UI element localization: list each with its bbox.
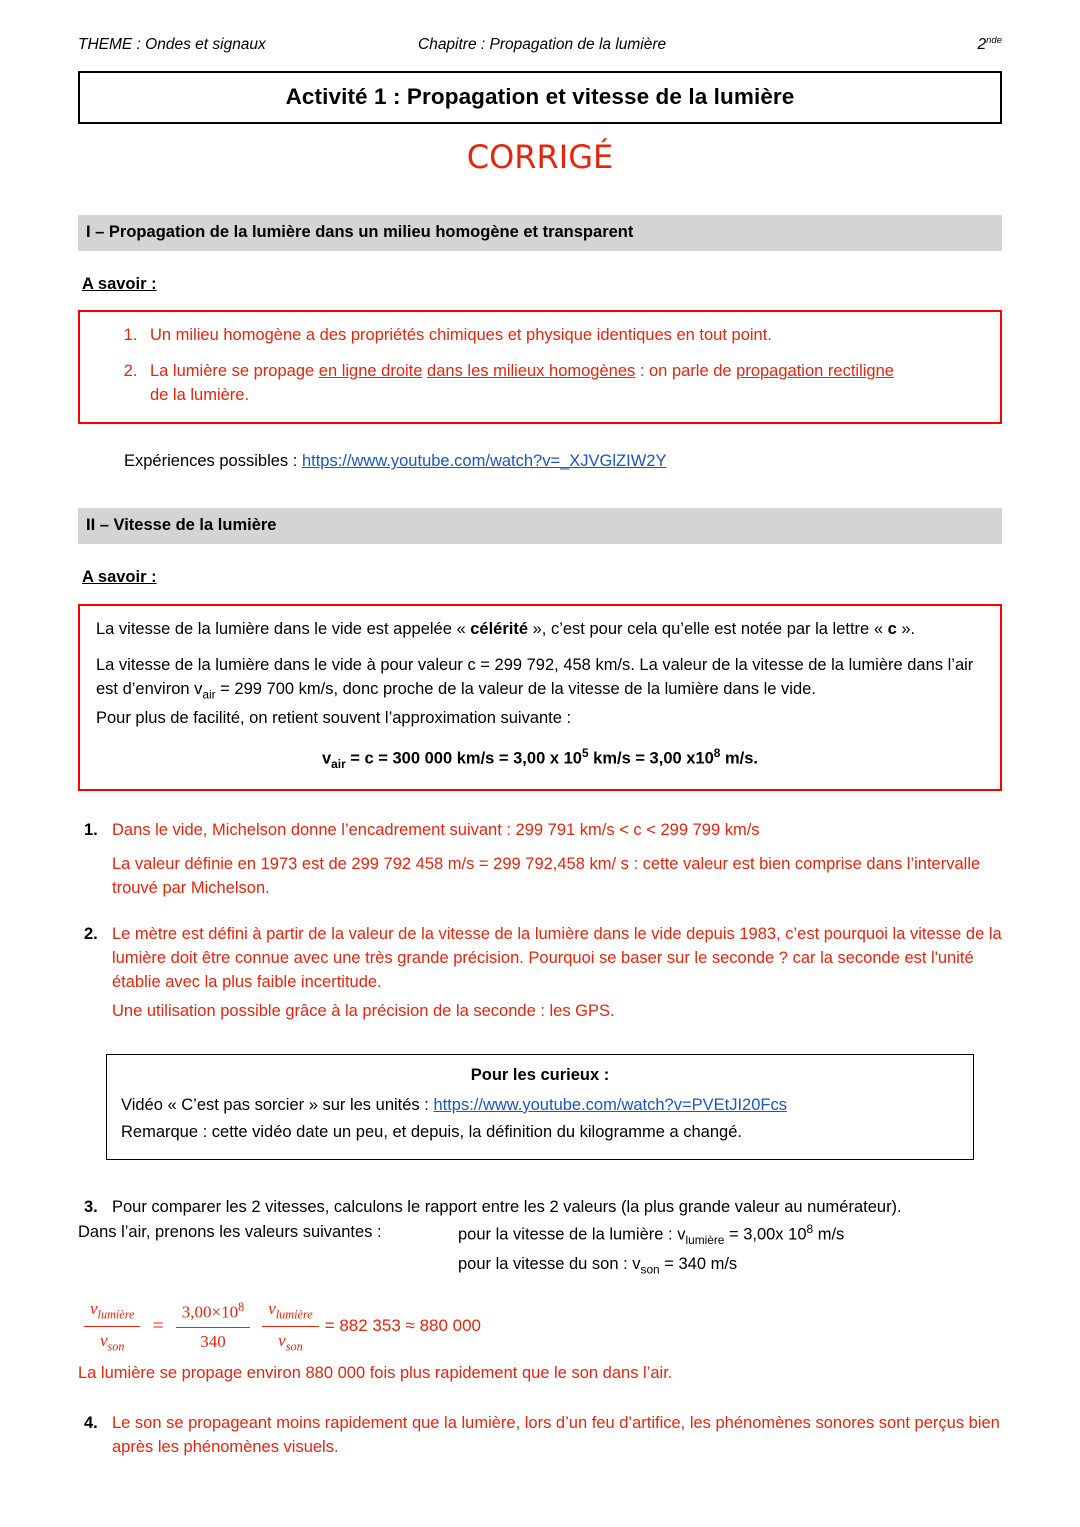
celerite-part-e: ».	[896, 620, 916, 639]
curieux-video-label: Vidéo « C’est pas sorcier » sur les unités :	[121, 1095, 434, 1114]
question-3-intro: Pour comparer les 2 vitesses, calculons le rapport entre les 2 valeurs (la plus grande valeur au numérateur).	[112, 1197, 902, 1216]
calculation-result: = 882 353 ≈ 880 000	[324, 1316, 482, 1336]
value-son-sub: son	[640, 1262, 660, 1277]
knowledge-item-2-part-a: La lumière se propage	[150, 362, 319, 381]
knowledge-item-2-underline-3: propagation rectiligne	[736, 362, 894, 381]
formula-part-d: m/s.	[720, 749, 759, 768]
document-header	[78, 34, 1002, 57]
header-level-number: 2	[977, 36, 987, 54]
corrige-label: CORRIGÉ	[466, 138, 614, 177]
formula-sub-air: air	[331, 757, 346, 772]
answer-line: Dans le vide, Michelson donne l’encadrement suivant : 299 791 km/s < c < 299 799 km/s	[112, 821, 760, 840]
frac1-bot-v: v	[99, 1331, 108, 1351]
equals-sign-1: =	[152, 1315, 164, 1338]
value-lumiere-a: pour la vitesse de la lumière : v	[458, 1225, 686, 1244]
experiences-line	[124, 450, 1002, 474]
formula-vair	[96, 745, 984, 773]
knowledge-item-2-part-c: : on parle de	[635, 362, 737, 381]
fraction-numerator	[262, 1297, 318, 1327]
approximation-paragraph: Pour plus de facilité, on retient souvent l’approximation suivante :	[96, 709, 572, 728]
fraction-denominator	[94, 1327, 131, 1356]
answer-number: 1.	[84, 821, 98, 840]
answer-item-1	[78, 819, 1002, 901]
knowledge-box-2	[78, 604, 1002, 791]
section-heading-1: I – Propagation de la lumière dans un milieu homogène et transparent	[78, 215, 1002, 251]
celerite-paragraph	[96, 618, 984, 642]
value-son-a: pour la vitesse du son : v	[458, 1255, 641, 1274]
question-3-intro-row	[78, 1196, 1002, 1220]
valeur-part-a: La vitesse de la lumière dans le vide à pour valeur c = 299 792, 458 km/s. La valeur de la vitesse de la lumière dans l’air est d’environ v	[96, 655, 974, 698]
fraction-numeric	[176, 1299, 250, 1355]
frac3-top-v: v	[268, 1298, 276, 1318]
answers-list	[78, 819, 1002, 1023]
celerite-bold-c: c	[887, 620, 897, 639]
youtube-link-1[interactable]: https://www.youtube.com/watch?v=_XJVGlZIW2Y	[301, 452, 667, 471]
knowledge-item-1-text: Un milieu homogène a des propriétés chimiques et physique identiques en tout point.	[150, 326, 772, 345]
answer-line: Une utilisation possible grâce à la précision de la seconde : les GPS.	[112, 1001, 615, 1020]
header-level-suffix: nde	[986, 35, 1002, 46]
celerite-part-a: La vitesse de la lumière dans le vide est appelée «	[96, 620, 471, 639]
fraction-denominator	[272, 1327, 309, 1356]
header-theme: THEME : Ondes et signaux	[78, 36, 266, 54]
valeur-sub-air: air	[202, 687, 216, 702]
curieux-video-line	[121, 1094, 959, 1118]
celerite-bold-term: célérité	[470, 620, 529, 639]
page-title: Activité 1 : Propagation et vitesse de la lumière	[78, 71, 1002, 125]
frac1-top-sub: lumière	[97, 1307, 135, 1322]
celerite-part-c: », c’est pour cela qu’elle est notée par la lettre «	[528, 620, 888, 639]
frac1-bot-sub: son	[107, 1339, 125, 1354]
knowledge-item-2-part-d: de la lumière.	[150, 386, 250, 405]
formula-part-a: v	[321, 749, 332, 768]
section-heading-2: II – Vitesse de la lumière	[78, 508, 1002, 544]
curieux-title: Pour les curieux :	[470, 1065, 610, 1084]
frac1-top-v: v	[90, 1298, 98, 1318]
value-lumiere-c: m/s	[813, 1225, 845, 1244]
frac2-top: 3,00×10	[181, 1302, 239, 1322]
question-3-left: Dans l’air, prenons les valeurs suivantes :	[78, 1223, 382, 1242]
curieux-box	[106, 1054, 974, 1160]
frac3-bot-sub: son	[285, 1339, 303, 1354]
fraction-ratio-2	[262, 1297, 318, 1356]
answer-line: Le son se propageant moins rapidement que la lumière, lors d’un feu d’artifice, les phénomènes sonores sont perçus bien après les phénomènes visuels.	[112, 1414, 1000, 1457]
frac3-top-sub: lumière	[275, 1307, 313, 1322]
answer-line: Le mètre est défini à partir de la valeur de la vitesse de la lumière dans le vide depuis 1983, c’est pourquoi la vitesse de la lumière doit être connue avec une très grande précision. Pourquoi se baser sur le seconde ? car la seconde est l'unité établie avec la plus faible incertitude.	[112, 925, 1002, 991]
experiences-label: Expériences possibles :	[124, 452, 302, 471]
frac2-top-sup: 8	[238, 1299, 245, 1314]
question-3-values-row	[78, 1221, 1002, 1283]
answer-body	[112, 1412, 1002, 1460]
answer-line: La valeur définie en 1973 est de 299 792 458 m/s = 299 792,458 km/ s : cette valeur est bien comprise dans l’intervalle trouvé par Michelson.	[112, 855, 981, 898]
valeur-paragraph	[96, 654, 984, 703]
knowledge-item-2-underline-2: dans les milieux homogènes	[427, 362, 636, 381]
answer-body	[112, 819, 1002, 901]
question-3-number: 3.	[84, 1197, 98, 1216]
curieux-remark: Remarque : cette vidéo date un peu, et depuis, la définition du kilogramme a changé.	[121, 1122, 742, 1141]
value-son	[458, 1253, 1002, 1279]
value-lumiere-sup: 8	[806, 1222, 814, 1237]
fraction-ratio-1	[84, 1297, 140, 1356]
a-savoir-label-2: A savoir :	[82, 568, 157, 587]
frac3-bot-v: v	[278, 1331, 286, 1351]
fraction-denominator: 340	[200, 1331, 226, 1351]
fraction-numerator	[84, 1297, 140, 1327]
formula-part-c: km/s = 3,00 x10	[588, 749, 714, 768]
a-savoir-label-1: A savoir :	[82, 274, 157, 293]
knowledge-item-2-underline-1: en ligne droite	[318, 362, 423, 381]
value-lumiere-sub: lumière	[685, 1233, 725, 1248]
list-item	[142, 324, 984, 348]
formula-sup-8: 8	[713, 746, 721, 761]
question-3	[78, 1196, 1002, 1387]
answer-number: 4.	[84, 1414, 98, 1433]
value-lumiere-b: = 3,00x 10	[724, 1225, 807, 1244]
question-3-note: La lumière se propage environ 880 000 fois plus rapidement que le son dans l’air.	[78, 1364, 673, 1383]
calculation-line	[78, 1297, 1002, 1356]
answer-item-4	[78, 1412, 1002, 1460]
header-level	[882, 34, 1002, 57]
answer-item-2	[78, 923, 1002, 1024]
value-son-b: = 340 m/s	[659, 1255, 738, 1274]
formula-sup-5: 5	[581, 746, 589, 761]
valeur-part-b: = 299 700 km/s, donc proche de la valeur de la vitesse de la lumière dans le vide.	[215, 679, 816, 698]
answer-number: 2.	[84, 925, 98, 944]
knowledge-box-1	[78, 310, 1002, 424]
fraction-numerator	[176, 1299, 250, 1328]
answer-body	[112, 923, 1002, 1024]
knowledge-list-1	[96, 324, 984, 408]
formula-part-b: = c = 300 000 km/s = 3,00 x 10	[345, 749, 582, 768]
question-3-right	[458, 1221, 1002, 1283]
header-chapitre: Chapitre : Propagation de la lumière	[418, 36, 667, 54]
list-item	[142, 360, 984, 408]
youtube-link-2[interactable]: https://www.youtube.com/watch?v=PVEtJI20Fcs	[433, 1095, 787, 1114]
value-lumiere	[458, 1221, 1002, 1249]
